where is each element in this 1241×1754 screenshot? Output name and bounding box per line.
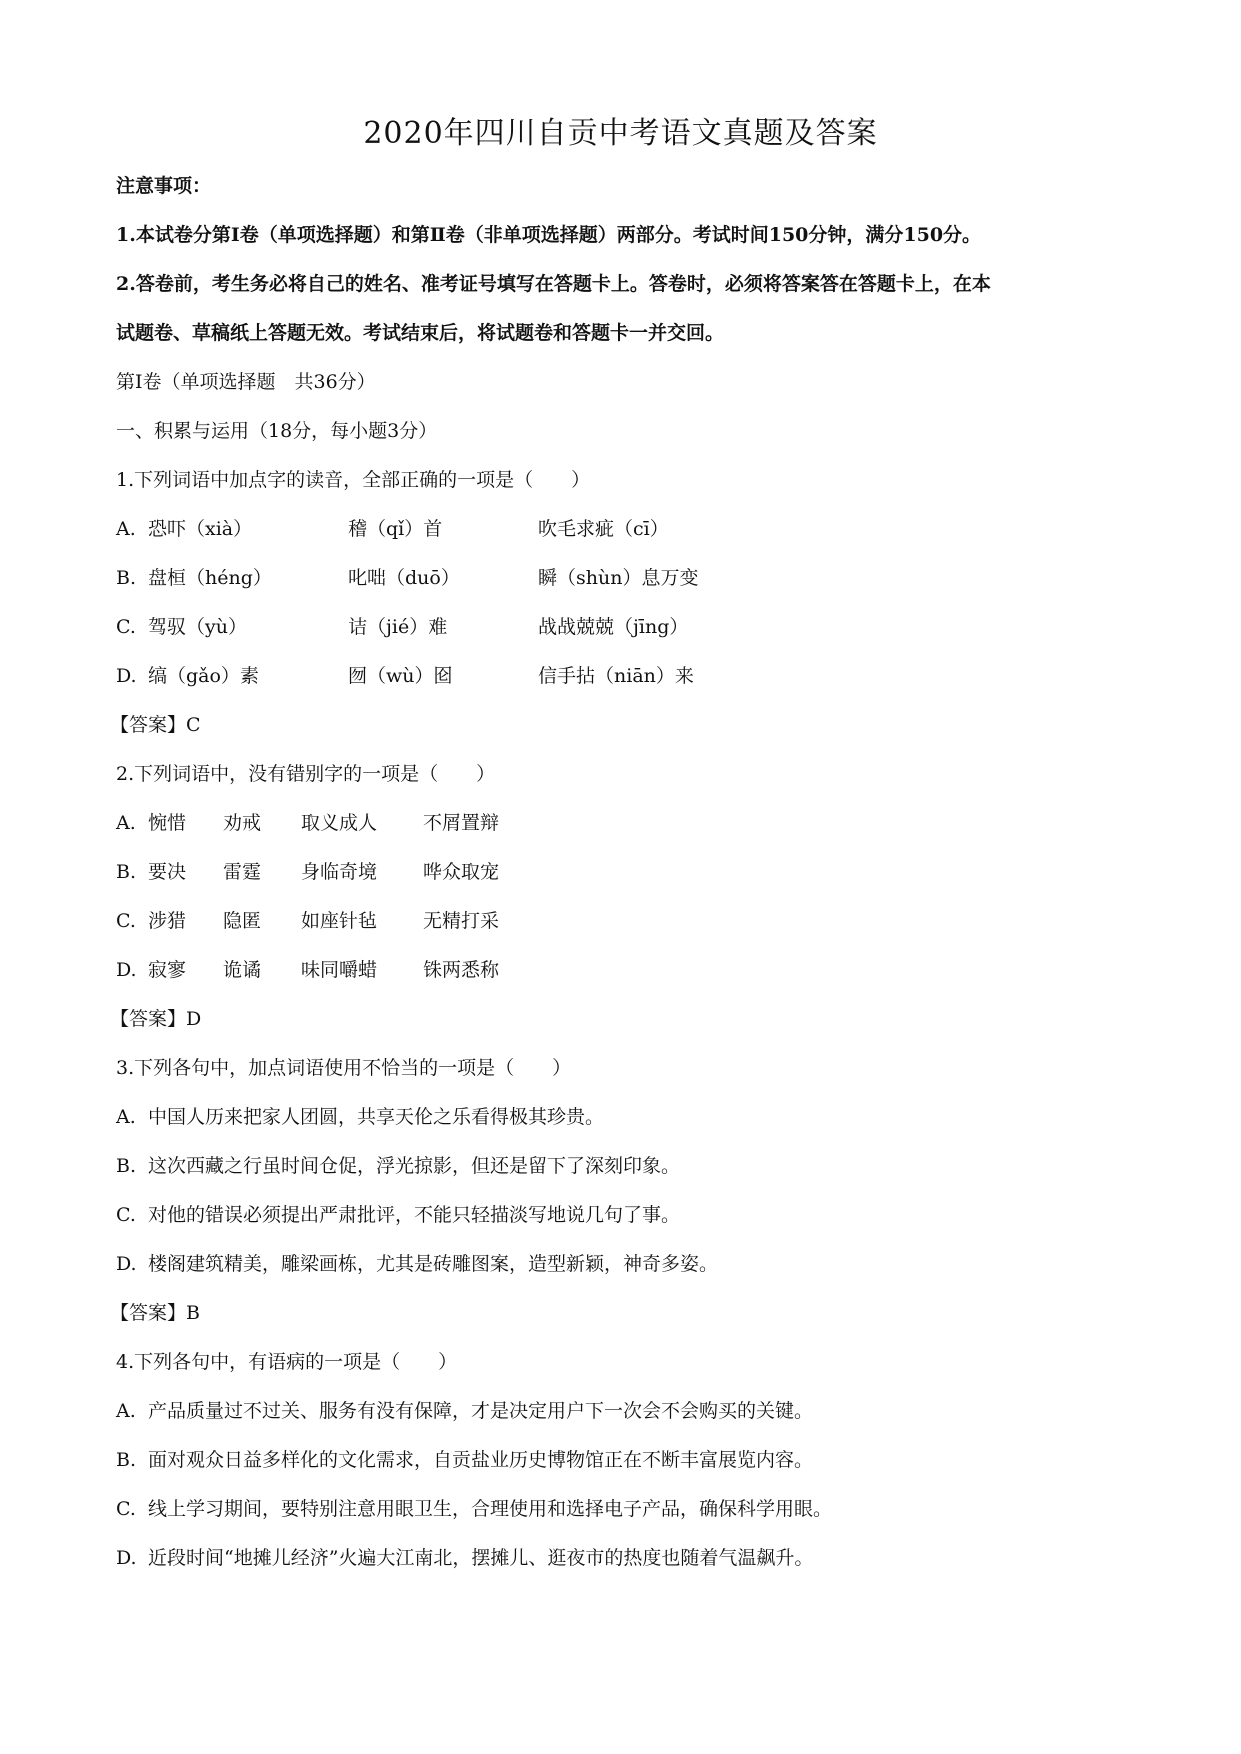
option-text: 这次西藏之行虽时间仓促，浮光掠影，但还是留下了深刻印象。 [148,1155,681,1177]
option-word: 寂寥 [148,959,187,981]
q3-option-b [116,1142,1136,1191]
option-word: 恐吓（xià） [148,518,253,540]
option-word: 战战兢兢（jīng） [538,616,689,638]
option-letter: B. [116,1155,137,1177]
option-letter: A. [116,1106,136,1128]
option-word: 无精打采 [423,910,500,932]
option-word: 铢两悉称 [423,959,500,981]
page-title: 2020年四川自贡中考语文真题及答案 [363,116,878,151]
option-word: 味同嚼蜡 [301,959,378,981]
option-word: 瞬（shùn）息万变 [538,567,699,589]
q3-answer: 【答案】B [110,1302,200,1324]
option-word: 哗众取宠 [423,861,500,883]
option-text: 面对观众日益多样化的文化需求，自贡盐业历史博物馆正在不断丰富展览内容。 [148,1449,814,1471]
q3-stem: 3.下列各句中，加点词语使用不恰当的一项是（ ） [116,1057,572,1079]
option-letter: A. [116,812,136,834]
q1-option-b [116,554,1136,603]
option-word: 稽（qǐ）首 [348,518,443,540]
option-word: 惋惜 [148,812,187,834]
option-word: 劝戒 [223,812,262,834]
option-word: 取义成人 [301,812,378,834]
q2-option-a [116,799,1136,848]
option-text: 产品质量过不过关、服务有没有保障，才是决定用户下一次会不会购买的关键。 [148,1400,814,1422]
option-letter: B. [116,1449,137,1471]
option-text: 楼阁建筑精美，雕梁画栋，尤其是砖雕图案，造型新颖，神奇多姿。 [148,1253,719,1275]
option-word: 盘桓（héng） [148,567,272,589]
option-letter: C. [116,1498,136,1520]
option-word: 涉猎 [148,910,187,932]
q4-option-c [116,1485,1136,1534]
notice-item-2a: 2.答卷前，考生务必将自己的姓名、准考证号填写在答题卡上。答卷时，必须将答案答在答题卡上，在本 [116,273,991,295]
q3-option-c [116,1191,1136,1240]
q2-answer: 【答案】D [110,1008,202,1030]
option-word: 囫（wù）囵 [348,665,453,687]
q1-option-d [116,652,1136,701]
option-letter: D. [116,665,137,687]
option-letter: A. [116,518,136,540]
q4-option-d [116,1534,1136,1583]
option-word: 诘（jié）难 [348,616,448,638]
option-word: 诡谲 [223,959,262,981]
q1-option-c [116,603,1136,652]
option-letter: D. [116,1547,137,1569]
option-letter: C. [116,910,136,932]
option-text: 近段时间“地摊儿经济”火遍大江南北，摆摊儿、逛夜市的热度也随着气温飙升。 [148,1547,814,1569]
q4-option-b [116,1436,1136,1485]
option-word: 缟（gǎo）素 [148,665,259,687]
option-word: 信手拈（niān）来 [538,665,694,687]
option-letter: B. [116,567,137,589]
option-letter: C. [116,1204,136,1226]
q1-answer: 【答案】C [110,714,201,736]
option-letter: D. [116,1253,137,1275]
option-word: 身临奇境 [301,861,378,883]
part-heading: 一、积累与运用（18分，每小题3分） [116,420,438,442]
q4-stem: 4.下列各句中，有语病的一项是（ ） [116,1351,458,1373]
option-letter: A. [116,1400,136,1422]
option-letter: B. [116,861,137,883]
option-word: 不屑置辩 [423,812,500,834]
notice-item-1: 1.本试卷分第Ⅰ卷（单项选择题）和第Ⅱ卷（非单项选择题）两部分。考试时间150分钟，满分150分。 [116,224,982,246]
option-word: 隐匿 [223,910,262,932]
section-heading: 第Ⅰ卷（单项选择题 共36分） [116,371,376,393]
notice-heading: 注意事项： [116,175,212,197]
q3-option-d [116,1240,1136,1289]
option-word: 驾驭（yù） [148,616,247,638]
q2-stem: 2.下列词语中，没有错别字的一项是（ ） [116,763,496,785]
option-text: 中国人历来把家人团圆，共享天伦之乐看得极其珍贵。 [148,1106,605,1128]
option-word: 吹毛求疵（cī） [538,518,669,540]
q3-option-a [116,1093,1136,1142]
option-text: 线上学习期间，要特别注意用眼卫生，合理使用和选择电子产品，确保科学用眼。 [148,1498,833,1520]
document-body [110,162,1136,1583]
option-text: 对他的错误必须提出严肃批评，不能只轻描淡写地说几句了事。 [148,1204,681,1226]
q2-option-d [116,946,1136,995]
option-letter: C. [116,616,136,638]
option-letter: D. [116,959,137,981]
q4-option-a [116,1387,1136,1436]
q2-option-b [116,848,1136,897]
notice-item-2b: 试题卷、草稿纸上答题无效。考试结束后，将试题卷和答题卡一并交回。 [116,322,725,344]
option-word: 要决 [148,861,187,883]
option-word: 雷霆 [223,861,262,883]
option-word: 叱咄（duō） [348,567,460,589]
q1-stem: 1.下列词语中加点字的读音，全部正确的一项是（ ） [116,469,591,491]
q1-option-a [116,505,1136,554]
q2-option-c [116,897,1136,946]
option-word: 如座针毡 [301,910,378,932]
